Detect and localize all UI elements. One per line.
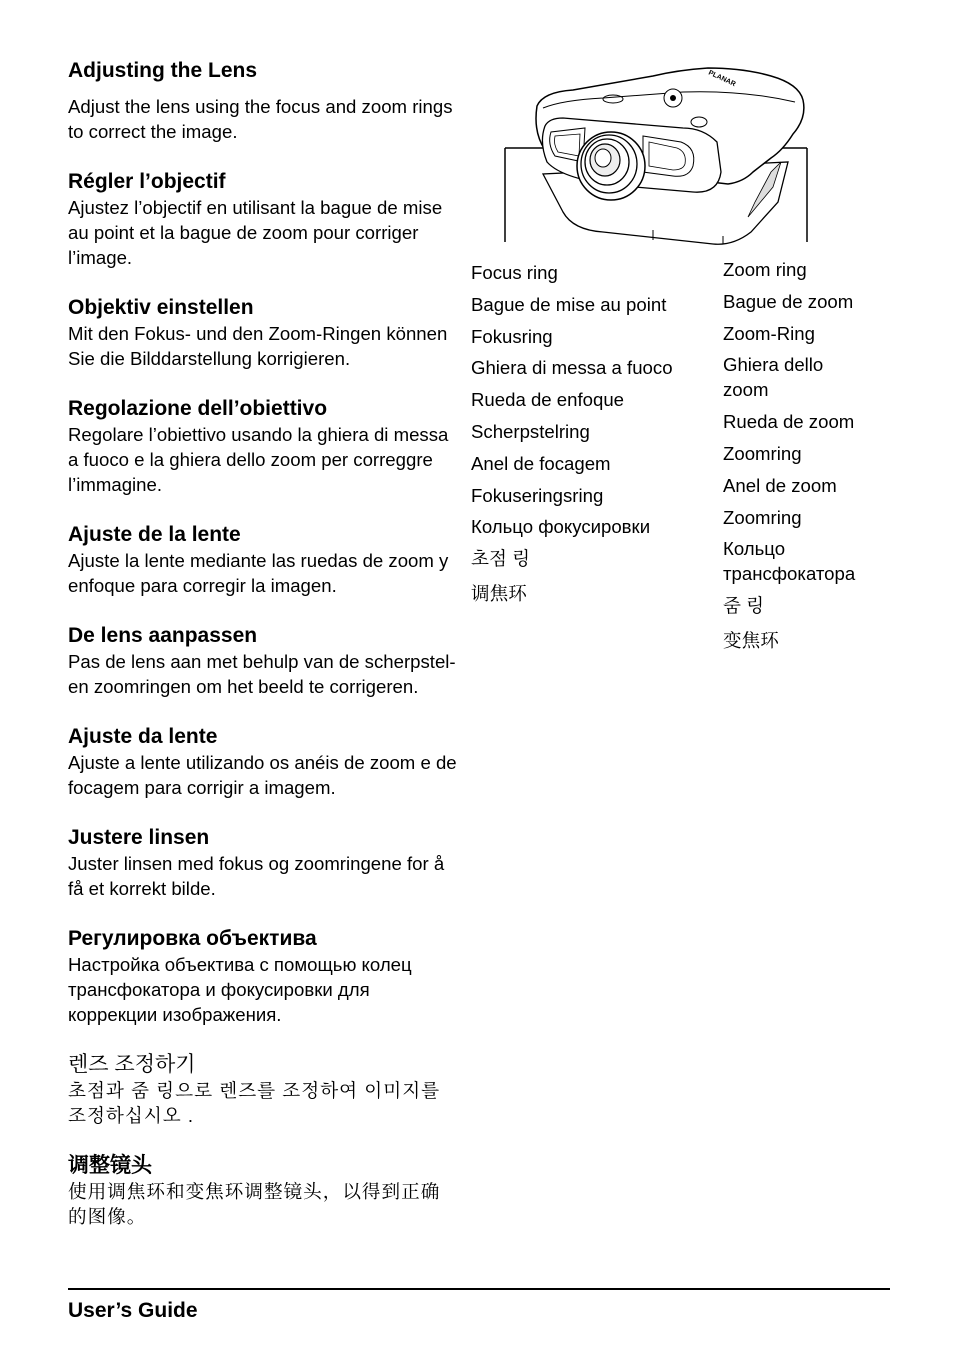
section-title: Objektiv einstellen bbox=[68, 296, 254, 319]
zoom-ring-label: Ghiera dello zoom bbox=[723, 354, 824, 401]
zoom-ring-label: Кольцо трансфокатора bbox=[723, 538, 856, 585]
section-body: Ajuste la lente mediante las ruedas de zoom y enfoque para corregir la imagen. bbox=[68, 550, 449, 596]
section-body: Mit den Fokus- und den Zoom-Ringen können Sie die Bilddarstellung korrigieren. bbox=[68, 323, 448, 369]
section-title: Régler l’objectif bbox=[68, 170, 226, 193]
projector-illustration bbox=[503, 62, 809, 246]
section-body: Adjust the lens using the focus and zoom rings to correct the image. bbox=[68, 96, 453, 142]
zoom-ring-label: 变焦环 bbox=[723, 630, 779, 652]
focus-ring-label: Кольцо фокусировки bbox=[471, 516, 651, 538]
section-norwegian bbox=[68, 825, 458, 901]
section-title: Ajuste de la lente bbox=[68, 523, 241, 546]
section-french bbox=[68, 169, 458, 270]
zoom-ring-label: 줌 링 bbox=[723, 595, 765, 617]
section-portuguese bbox=[68, 724, 458, 800]
section-spanish bbox=[68, 522, 458, 598]
focus-ring-label: Fokusring bbox=[471, 325, 553, 347]
focus-ring-label: Bague de mise au point bbox=[471, 293, 667, 315]
section-body: Regolare l’obiettivo usando la ghiera di messa a fuoco e la ghiera dello zoom per correggre l’immagine. bbox=[68, 424, 449, 495]
section-chinese bbox=[68, 1153, 458, 1229]
focus-ring-label: Ghiera di messa a fuoco bbox=[471, 357, 673, 379]
section-korean bbox=[68, 1052, 458, 1128]
section-title: Ajuste da lente bbox=[68, 725, 218, 748]
section-title: Regolazione dell’obiettivo bbox=[68, 397, 328, 420]
zoom-ring-label: Zoom ring bbox=[723, 259, 807, 280]
zoom-ring-label: Anel de zoom bbox=[723, 474, 837, 496]
focus-ring-labels bbox=[471, 260, 701, 613]
section-body: Настройка объектива с помощью колец трансфокатора и фокусировки для коррекции изображения. bbox=[68, 954, 412, 1025]
instructions-column bbox=[68, 58, 458, 1229]
zoom-ring-label: Rueda de zoom bbox=[723, 411, 855, 433]
section-title: De lens aanpassen bbox=[68, 624, 258, 647]
focus-ring-label: Scherpstelring bbox=[471, 420, 590, 442]
section-body: Juster linsen med fokus og zoomringene for å få et korrekt bilde. bbox=[68, 853, 445, 899]
brand-logo-text: PLANAR bbox=[707, 69, 737, 89]
zoom-ring-label: Zoomring bbox=[723, 442, 802, 464]
zoom-ring-label: Zoomring bbox=[723, 506, 802, 528]
section-german bbox=[68, 295, 458, 371]
focus-ring-label: Fokuseringsring bbox=[471, 484, 604, 506]
footer-title: User’s Guide bbox=[68, 1299, 198, 1322]
section-dutch bbox=[68, 623, 458, 699]
section-body: Ajustez l’objectif en utilisant la bague de mise au point et la bague de zoom pour corriger l’image. bbox=[68, 197, 443, 268]
section-title: Adjusting the Lens bbox=[68, 59, 257, 82]
focus-ring-label: Rueda de enfoque bbox=[471, 389, 625, 411]
section-russian bbox=[68, 926, 458, 1027]
focus-ring-label: 초점 링 bbox=[471, 548, 531, 570]
section-title: 렌즈 조정하기 bbox=[68, 1053, 196, 1076]
section-title: Justere linsen bbox=[68, 826, 210, 849]
section-body: 使用调焦环和变焦环调整镜头，以得到正确的图像。 bbox=[68, 1181, 441, 1227]
section-english bbox=[68, 58, 458, 144]
section-italian bbox=[68, 396, 458, 497]
zoom-ring-labels bbox=[723, 257, 923, 660]
section-title: Регулировка объектива bbox=[68, 927, 317, 950]
section-title: 调整镜头 bbox=[68, 1154, 152, 1177]
section-body: Pas de lens aan met behulp van de scherpstel- en zoomringen om het beeld te corrigeren. bbox=[68, 651, 456, 697]
section-body: Ajuste a lente utilizando os anéis de zoom e de focagem para corrigir a imagem. bbox=[68, 752, 457, 798]
footer-divider bbox=[68, 1288, 890, 1290]
focus-ring-label: 调焦环 bbox=[471, 583, 527, 605]
zoom-ring-label: Zoom-Ring bbox=[723, 322, 815, 344]
focus-ring-label: Focus ring bbox=[471, 262, 558, 283]
focus-ring-label: Anel de focagem bbox=[471, 452, 611, 474]
zoom-ring-label: Bague de zoom bbox=[723, 290, 854, 312]
section-body: 초점과 줌 링으로 렌즈를 조정하여 이미지를 조정하십시오 . bbox=[68, 1080, 441, 1126]
